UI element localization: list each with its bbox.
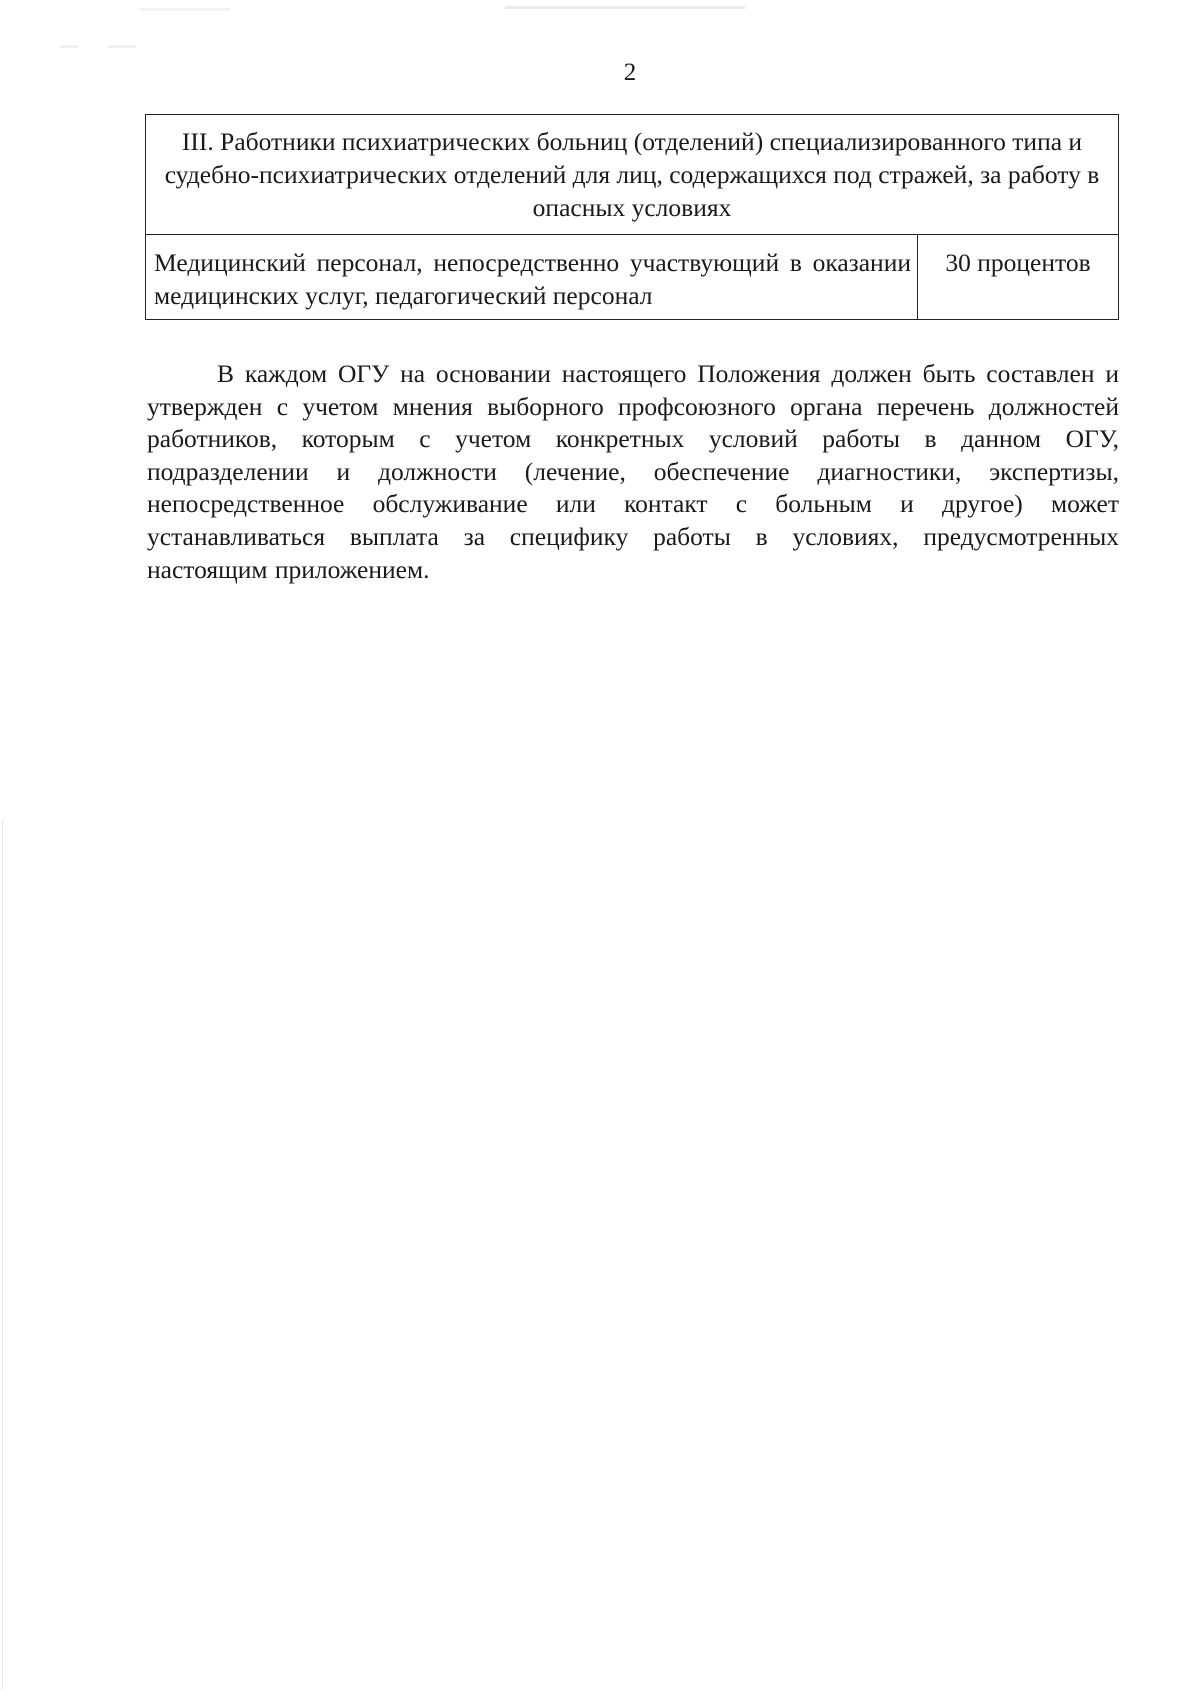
- scan-artifact: [140, 8, 230, 11]
- staff-category-cell: Медицинский персонал, непосредственно участвующий в оказании медицинских услуг, педагогический персонал: [146, 235, 918, 320]
- page-number: 2: [623, 59, 637, 86]
- scan-artifact: [505, 6, 745, 9]
- scan-artifact: [60, 45, 78, 48]
- table-row: [146, 235, 1119, 320]
- section-header-cell: III. Работники психиатрических больниц (отделений) специализированного типа и судебно-психиатрических отделений для лиц, содержащихся под стражей, за работу в опасных условиях: [146, 115, 1119, 235]
- payment-table: [145, 114, 1119, 320]
- scan-artifact: [108, 45, 136, 48]
- body-paragraph: В каждом ОГУ на основании настоящего Положения должен быть составлен и утвержден с учетом мнения выборного профсоюзного органа перечень должностей работников, которым с учетом конкретных условий работы в данном ОГУ, подразделении и должности (лечение, обеспечение диагностики, экспертизы, непосредственное обслуживание или контакт с больным и другое) может устанавливаться выплата за специфику работы в условиях, предусмотренных настоящим приложением.: [147, 359, 1119, 584]
- payment-amount-cell: 30 процентов: [918, 235, 1119, 320]
- scan-edge-line: [2, 820, 3, 1690]
- table-header-row: [146, 115, 1119, 235]
